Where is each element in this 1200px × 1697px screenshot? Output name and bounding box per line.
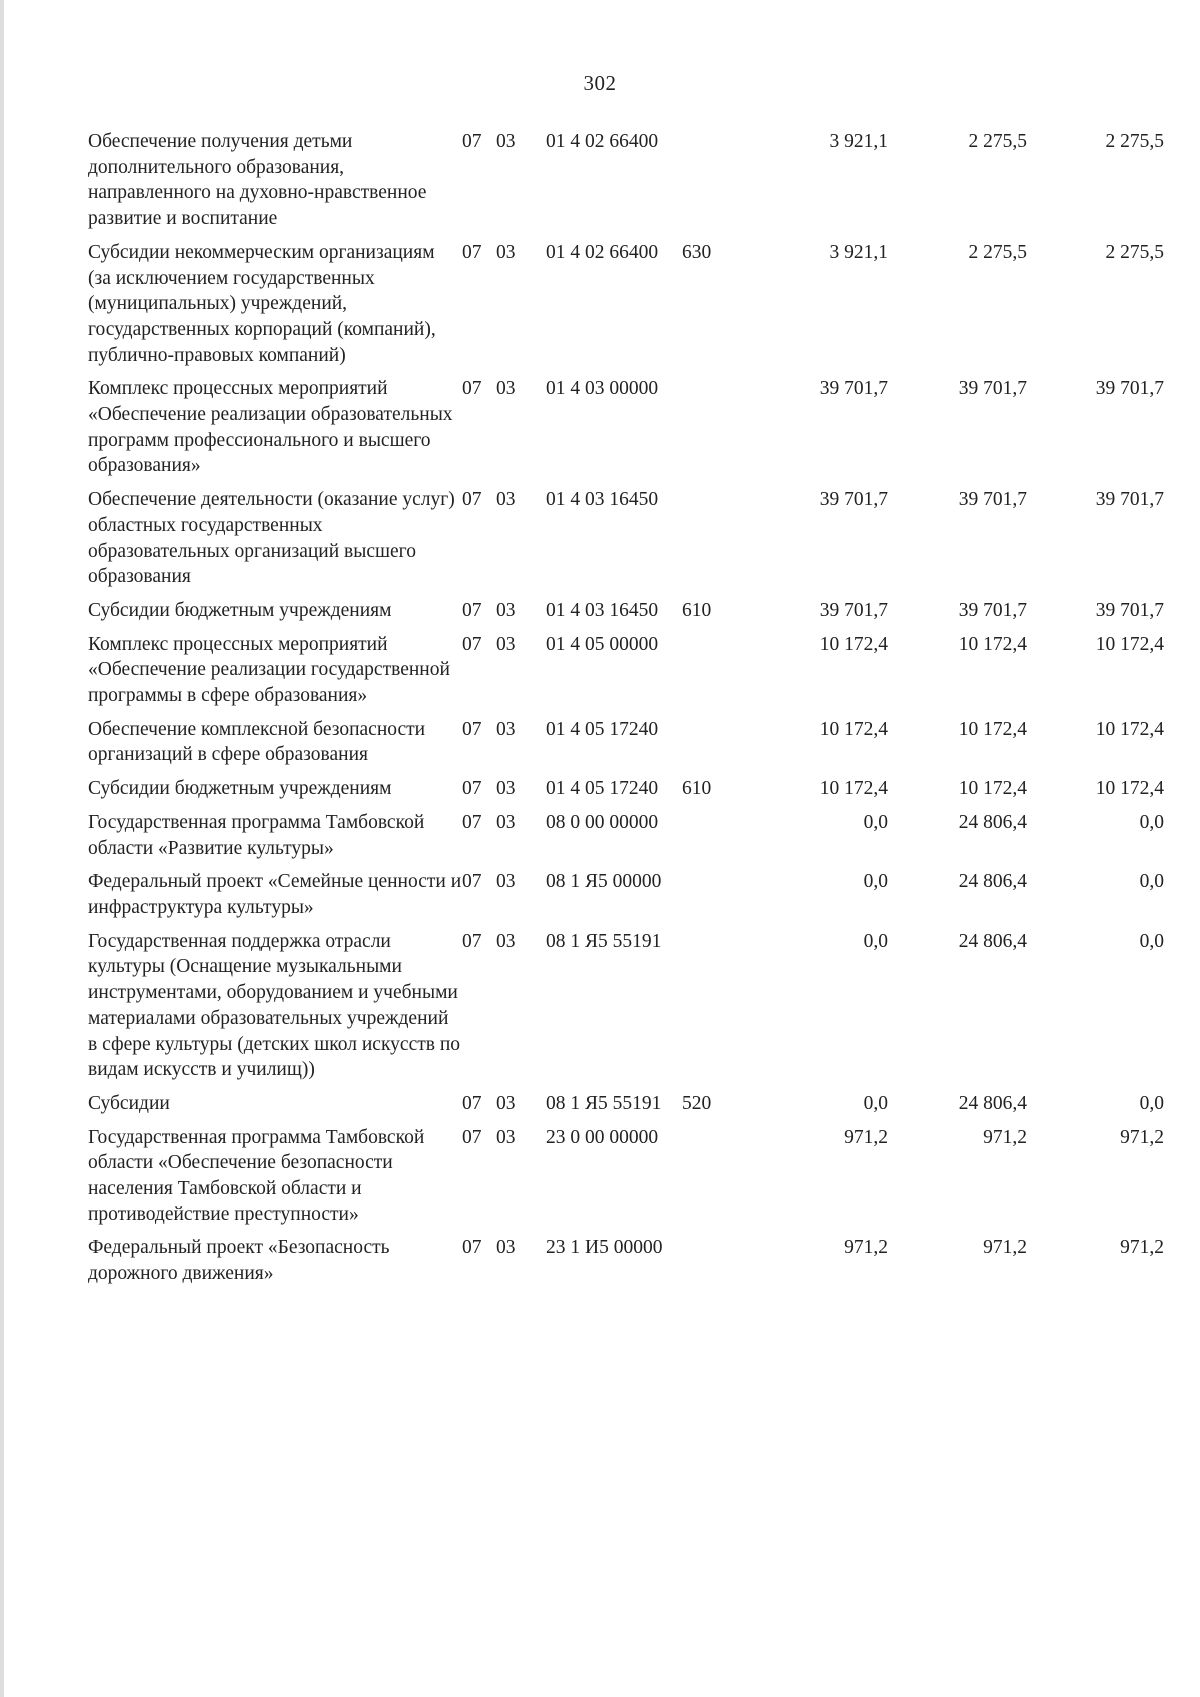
row-name: Субсидии некоммерческим организациям (за исключением государственных (муниципальных) учреждений, государственных корпораций (компаний), публично-правовых компаний) [88, 241, 436, 366]
row-amount-year1: 10 172,4 [819, 718, 888, 740]
row-amount-year2: 2 275,5 [968, 131, 1027, 152]
budget-table [88, 129, 1164, 1295]
table-row [88, 1091, 1164, 1125]
row-section-code: 07 [462, 633, 482, 655]
table-row [88, 487, 1164, 598]
row-name: Государственная программа Тамбовской области «Развитие культуры» [88, 811, 425, 859]
row-section-code: 07 [462, 131, 482, 152]
table-row [88, 717, 1164, 776]
row-expense-type-code [682, 129, 748, 240]
row-section-code: 07 [462, 718, 482, 740]
row-amount-year2: 10 172,4 [958, 718, 1027, 740]
table-row [88, 869, 1164, 928]
table-row [88, 129, 1164, 240]
row-target-code: 01 4 05 00000 [546, 633, 659, 655]
row-expense-type-code: 630 [682, 241, 712, 263]
row-subsection-code: 03 [496, 489, 516, 511]
row-amount-year3: 0,0 [1139, 930, 1164, 952]
row-amount-year2: 971,2 [983, 1237, 1027, 1259]
row-target-code: 01 4 05 17240 [546, 718, 659, 740]
row-amount-year1: 10 172,4 [819, 633, 888, 655]
row-expense-type-code [682, 1125, 748, 1236]
row-amount-year1: 39 701,7 [819, 599, 888, 621]
row-amount-year3: 971,2 [1120, 1237, 1164, 1259]
row-expense-type-code [682, 487, 748, 598]
row-amount-year3: 10 172,4 [1095, 718, 1164, 740]
row-target-code: 01 4 03 16450 [546, 599, 659, 621]
table-row [88, 376, 1164, 487]
row-expense-type-code [682, 1235, 748, 1294]
row-name: Обеспечение деятельности (оказание услуг) областных государственных образовательных организаций высшего образования [88, 489, 455, 588]
row-name: Федеральный проект «Безопасность дорожного движения» [88, 1237, 390, 1285]
row-section-code: 07 [462, 489, 482, 511]
row-expense-type-code [682, 376, 748, 487]
row-amount-year2: 39 701,7 [958, 599, 1027, 621]
row-expense-type-code [682, 632, 748, 717]
row-subsection-code: 03 [496, 778, 516, 800]
row-subsection-code: 03 [496, 633, 516, 655]
row-subsection-code: 03 [496, 241, 516, 263]
row-amount-year2: 10 172,4 [958, 633, 1027, 655]
row-name: Обеспечение комплексной безопасности организаций в сфере образования [88, 718, 426, 766]
row-expense-type-code: 610 [682, 778, 712, 800]
row-amount-year2: 24 806,4 [958, 930, 1027, 952]
row-target-code: 01 4 03 00000 [546, 378, 659, 400]
row-subsection-code: 03 [496, 930, 516, 952]
table-row [88, 776, 1164, 810]
row-amount-year3: 10 172,4 [1095, 778, 1164, 800]
row-name: Субсидии бюджетным учреждениям [88, 778, 392, 800]
row-amount-year1: 3 921,1 [829, 131, 888, 152]
row-expense-type-code [682, 929, 748, 1091]
row-target-code: 23 0 00 00000 [546, 1126, 659, 1148]
row-expense-type-code: 610 [682, 599, 712, 621]
row-target-code: 01 4 05 17240 [546, 778, 659, 800]
row-amount-year1: 971,2 [844, 1237, 888, 1259]
row-target-code: 08 1 Я5 00000 [546, 871, 662, 893]
row-amount-year1: 39 701,7 [819, 378, 888, 400]
row-subsection-code: 03 [496, 599, 516, 621]
row-name: Государственная поддержка отрасли культуры (Оснащение музыкальными инструментами, оборудованием и учебными материалами образовательных учреждений в сфере культуры (детских школ искусств по видам искусств и училищ)) [88, 930, 461, 1081]
row-subsection-code: 03 [496, 131, 516, 152]
row-expense-type-code [682, 717, 748, 776]
row-amount-year1: 10 172,4 [819, 778, 888, 800]
row-amount-year2: 971,2 [983, 1126, 1027, 1148]
row-target-code: 08 0 00 00000 [546, 811, 659, 833]
row-amount-year3: 39 701,7 [1095, 599, 1164, 621]
row-expense-type-code [682, 810, 748, 869]
table-row [88, 1235, 1164, 1294]
table-row [88, 929, 1164, 1091]
row-section-code: 07 [462, 1092, 482, 1114]
row-amount-year3: 2 275,5 [1105, 241, 1164, 263]
page-number: 302 [583, 71, 617, 95]
row-amount-year2: 39 701,7 [958, 489, 1027, 511]
row-section-code: 07 [462, 599, 482, 621]
row-amount-year2: 39 701,7 [958, 378, 1027, 400]
row-target-code: 01 4 02 66400 [546, 131, 659, 152]
row-target-code: 08 1 Я5 55191 [546, 930, 662, 952]
row-subsection-code: 03 [496, 1126, 516, 1148]
row-expense-type-code [682, 869, 748, 928]
row-section-code: 07 [462, 378, 482, 400]
row-amount-year2: 2 275,5 [968, 241, 1027, 263]
table-row [88, 632, 1164, 717]
table-row [88, 240, 1164, 377]
row-amount-year3: 39 701,7 [1095, 378, 1164, 400]
table-row [88, 810, 1164, 869]
row-subsection-code: 03 [496, 718, 516, 740]
row-expense-type-code: 520 [682, 1092, 712, 1114]
table-row [88, 1125, 1164, 1236]
row-amount-year1: 0,0 [863, 871, 888, 893]
row-amount-year3: 10 172,4 [1095, 633, 1164, 655]
row-name: Комплекс процессных мероприятий «Обеспечение реализации государственной программы в сфере образования» [88, 633, 450, 707]
row-amount-year2: 10 172,4 [958, 778, 1027, 800]
row-subsection-code: 03 [496, 1237, 516, 1259]
row-target-code: 01 4 03 16450 [546, 489, 659, 511]
row-section-code: 07 [462, 241, 482, 263]
row-name: Федеральный проект «Семейные ценности и инфраструктура культуры» [88, 871, 462, 918]
row-amount-year3: 971,2 [1120, 1126, 1164, 1148]
row-section-code: 07 [462, 778, 482, 800]
row-subsection-code: 03 [496, 1092, 516, 1114]
row-amount-year3: 0,0 [1139, 1092, 1164, 1114]
row-amount-year3: 0,0 [1139, 871, 1164, 893]
row-amount-year1: 3 921,1 [829, 241, 888, 263]
row-amount-year1: 0,0 [863, 811, 888, 833]
row-target-code: 23 1 И5 00000 [546, 1237, 663, 1259]
table-row [88, 598, 1164, 632]
row-amount-year1: 0,0 [863, 1092, 888, 1114]
row-section-code: 07 [462, 811, 482, 833]
row-amount-year1: 971,2 [844, 1126, 888, 1148]
row-section-code: 07 [462, 930, 482, 952]
row-amount-year3: 39 701,7 [1095, 489, 1164, 511]
row-name: Субсидии [88, 1092, 170, 1114]
budget-table-body [88, 129, 1164, 1295]
row-name: Комплекс процессных мероприятий «Обеспечение реализации образовательных программ профессионального и высшего образования» [88, 378, 453, 477]
row-name: Государственная программа Тамбовской области «Обеспечение безопасности населения Тамбовской области и противодействие преступности» [88, 1126, 425, 1225]
row-subsection-code: 03 [496, 811, 516, 833]
row-amount-year2: 24 806,4 [958, 1092, 1027, 1114]
row-amount-year3: 2 275,5 [1105, 131, 1164, 152]
row-amount-year1: 39 701,7 [819, 489, 888, 511]
row-section-code: 07 [462, 1126, 482, 1148]
row-subsection-code: 03 [496, 378, 516, 400]
row-name: Обеспечение получения детьми дополнительного образования, направленного на духовно-нравственное развитие и воспитание [88, 131, 427, 230]
row-target-code: 01 4 02 66400 [546, 241, 659, 263]
row-amount-year3: 0,0 [1139, 811, 1164, 833]
row-section-code: 07 [462, 871, 482, 893]
row-section-code: 07 [462, 1237, 482, 1259]
row-name: Субсидии бюджетным учреждениям [88, 599, 392, 621]
row-amount-year1: 0,0 [863, 930, 888, 952]
scan-edge [0, 0, 4, 1697]
row-amount-year2: 24 806,4 [958, 811, 1027, 833]
row-amount-year2: 24 806,4 [958, 871, 1027, 893]
row-subsection-code: 03 [496, 871, 516, 893]
row-target-code: 08 1 Я5 55191 [546, 1092, 662, 1114]
